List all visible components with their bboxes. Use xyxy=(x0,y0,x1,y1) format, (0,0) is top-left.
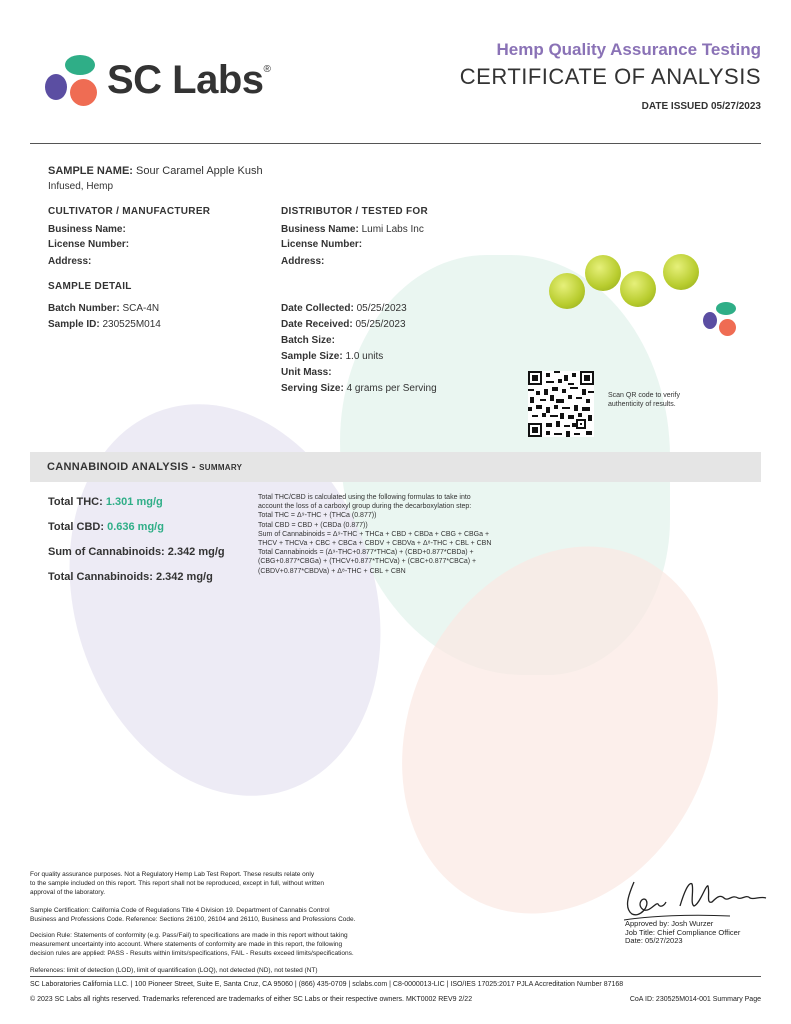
date-received: Date Received: 05/25/2023 xyxy=(281,319,406,330)
address-line: SC Laboratories California LLC. | 100 Pioneer Street, Suite E, Santa Cruz, CA 95060 | (866) 435-0709 | sclabs.com | C8-0000013-LIC | ISO/IES 17025:2017 PJLA Accreditation Number 87168 xyxy=(30,981,624,988)
header-right xyxy=(460,40,761,112)
cultivator-license: License Number: xyxy=(48,239,130,250)
cultivator-heading: CULTIVATOR / MANUFACTURER xyxy=(48,206,211,217)
copyright: © 2023 SC Labs all rights reserved. Trademarks referenced are trademarks of either SC Labs or their respective owners. MKT0002 REV9 2/22 xyxy=(30,996,473,1003)
total-cannabinoids: Total Cannabinoids: 2.342 mg/g xyxy=(48,571,213,583)
distributor-license: License Number: xyxy=(281,239,363,250)
batch-size: Batch Size: xyxy=(281,335,335,346)
sum-cannabinoids: Sum of Cannabinoids: 2.342 mg/g xyxy=(48,546,225,558)
decision-rule: Decision Rule: Statements of conformity (e.g. Pass/Fail) to specifications are made in this report without taking measurement uncertainty into account. Where statements of conformity are made in this report, the following decision rules are applied: PASS - Results within limits/specifications, FAIL - Results exceed limits/specifications. xyxy=(30,932,354,957)
sc-labs-logo xyxy=(45,52,270,108)
date-issued: DATE ISSUED 05/27/2023 xyxy=(641,101,761,112)
sample-certification: Sample Certification: California Code of Regulations Title 4 Division 19. Department of Cannabis Control Business and Professions Code. Reference: Sections 26100, 26104 and 26110, Business and Professions Code. xyxy=(30,907,356,923)
coa-id: CoA ID: 230525M014-001 Summary Page xyxy=(629,996,761,1003)
sample-detail-heading: SAMPLE DETAIL xyxy=(48,281,132,292)
analysis-heading: CANNABINOID ANALYSIS - SUMMARY xyxy=(47,461,243,473)
header-title: CERTIFICATE OF ANALYSIS xyxy=(459,64,761,89)
product-gummy-image xyxy=(549,273,585,309)
header-divider xyxy=(30,143,761,144)
cultivator-business: Business Name: xyxy=(48,224,126,235)
sample-size: Sample Size: 1.0 units xyxy=(281,351,384,362)
qr-note: Scan QR code to verify authenticity of results. xyxy=(608,392,680,408)
logo-mark-icon xyxy=(45,52,101,108)
distributor-address: Address: xyxy=(281,256,325,267)
approved-date: Date: 05/27/2023 xyxy=(625,936,683,946)
total-thc: Total THC: 1.301 mg/g xyxy=(48,496,163,508)
sample-name: SAMPLE NAME: Sour Caramel Apple Kush xyxy=(48,165,263,177)
product-gummy-image xyxy=(585,255,621,291)
approval-block xyxy=(625,920,740,946)
product-gummy-image xyxy=(620,271,656,307)
distributor-business: Business Name: Lumi Labs Inc xyxy=(281,224,424,235)
brand-name: SC Labs® xyxy=(107,57,271,102)
sample-id: Sample ID: 230525M014 xyxy=(48,319,161,330)
footer-divider xyxy=(30,976,761,977)
product-gummy-image xyxy=(663,254,699,290)
qr-code[interactable] xyxy=(528,371,594,437)
batch-number: Batch Number: SCA-4N xyxy=(48,303,160,314)
total-cbd: Total CBD: 0.636 mg/g xyxy=(48,521,164,533)
serving-size: Serving Size: 4 grams per Serving xyxy=(281,383,437,394)
small-logo-icon xyxy=(703,302,741,338)
approved-by: Approved by: Josh Wurzer xyxy=(625,919,714,928)
sample-category: Infused, Hemp xyxy=(48,181,114,192)
unit-mass: Unit Mass: xyxy=(281,367,332,378)
references: References: limit of detection (LOD), limit of quantification (LOQ), not detected (ND), not tested (NT) xyxy=(30,967,318,974)
formula-notes: Total THC/CBD is calculated using the following formulas to take into account the loss of a carboxyl group during the decarboxylation step: Total THC = Δ⁹-THC + (THCa (0.877)) Total CBD = CBD + (CBDa (0.877)) Sum of Cannabinoids = Δ⁹-THC + THCa + CBD + CBDa + CBG + CBGa + THCV + THCVa + CBC + CBCa + CBDV + CBDVa + Δ⁸-THC + CBL + CBN Total Cannabinoids = (Δ⁹-THC+0.877*THCa) + (CBD+0.877*CBDa) + (CBG+0.877*CBGa) + (THCV+0.877*THCVa) + (CBC+0.877*CBCa) + (CBDV+0.877*CBDVa) + Δ⁸-THC + CBL + CBN xyxy=(258,494,492,575)
copyright-row xyxy=(30,996,761,1003)
date-collected: Date Collected: 05/25/2023 xyxy=(281,303,407,314)
qa-disclaimer: For quality assurance purposes. Not a Regulatory Hemp Lab Test Report. These results relate only to the sample included on this report. This report shall not be reproduced, except in full, without written approval of the laboratory. xyxy=(30,871,324,896)
job-title: Job Title: Chief Compliance Officer xyxy=(625,927,741,937)
header-subtitle: Hemp Quality Assurance Testing xyxy=(496,40,761,59)
distributor-heading: DISTRIBUTOR / TESTED FOR xyxy=(281,206,429,217)
cultivator-address: Address: xyxy=(48,256,92,267)
